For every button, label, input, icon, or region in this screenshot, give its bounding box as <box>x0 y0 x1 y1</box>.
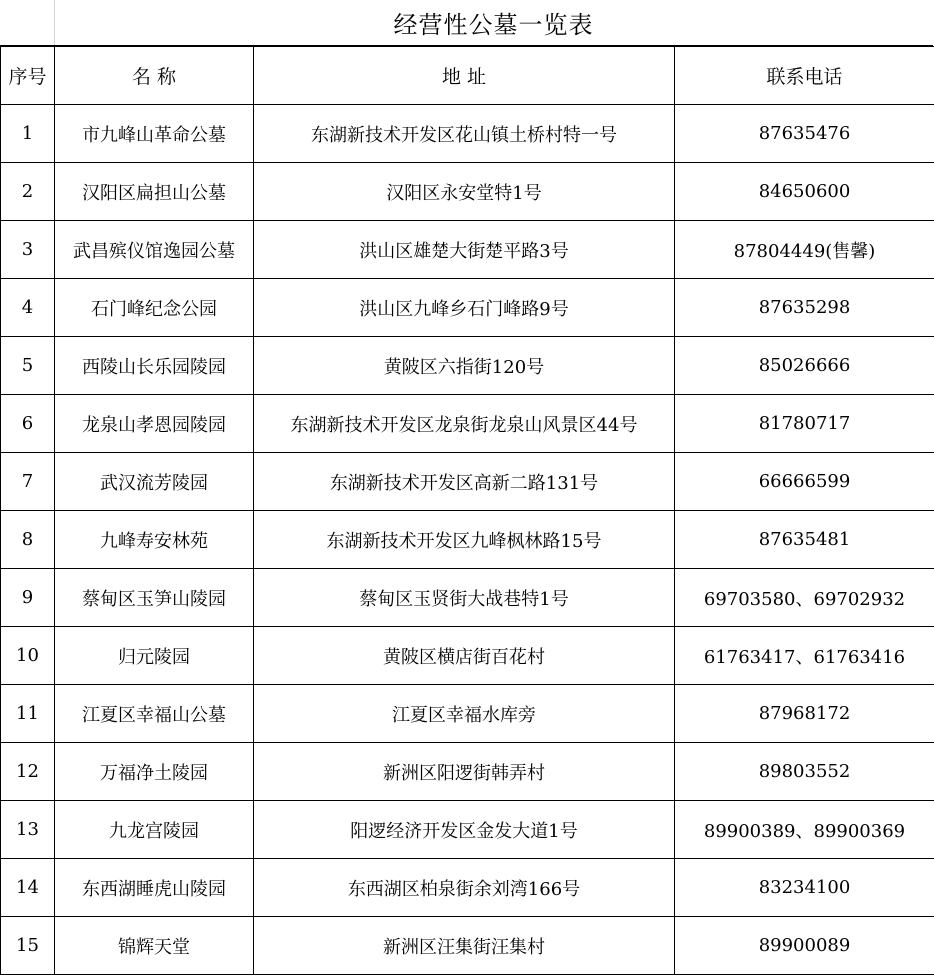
cell-phone: 89900089 <box>675 917 934 975</box>
cell-name: 九龙宫陵园 <box>55 801 254 859</box>
table-row <box>1 569 934 627</box>
cell-no: 15 <box>1 917 55 975</box>
cell-address: 新洲区汪集街汪集村 <box>254 917 675 975</box>
header-phone: 联系电话 <box>675 47 934 105</box>
cell-address: 东湖新技术开发区高新二路131号 <box>254 453 675 511</box>
cell-no: 14 <box>1 859 55 917</box>
cell-name: 万福净土陵园 <box>55 743 254 801</box>
cell-phone: 87635481 <box>675 511 934 569</box>
cell-name: 市九峰山革命公墓 <box>55 105 254 163</box>
cell-name: 东西湖睡虎山陵园 <box>55 859 254 917</box>
table-row <box>1 453 934 511</box>
cell-address: 东湖新技术开发区花山镇土桥村特一号 <box>254 105 675 163</box>
table-row <box>1 395 934 453</box>
cell-no: 12 <box>1 743 55 801</box>
cell-name: 江夏区幸福山公墓 <box>55 685 254 743</box>
cell-no: 4 <box>1 279 55 337</box>
cell-no: 2 <box>1 163 55 221</box>
cell-name: 武昌殡仪馆逸园公墓 <box>55 221 254 279</box>
table-row <box>1 801 934 859</box>
cell-phone: 89803552 <box>675 743 934 801</box>
cell-no: 6 <box>1 395 55 453</box>
cell-name: 归元陵园 <box>55 627 254 685</box>
table-row <box>1 337 934 395</box>
cell-phone: 61763417、61763416 <box>675 627 934 685</box>
cell-name: 蔡甸区玉笋山陵园 <box>55 569 254 627</box>
cell-address: 黄陂区六指街120号 <box>254 337 675 395</box>
cell-no: 1 <box>1 105 55 163</box>
table-row <box>1 279 934 337</box>
cell-no: 7 <box>1 453 55 511</box>
cell-name: 武汉流芳陵园 <box>55 453 254 511</box>
table-title: 经营性公墓一览表 <box>54 0 933 46</box>
table-row <box>1 163 934 221</box>
cell-no: 10 <box>1 627 55 685</box>
cell-address: 蔡甸区玉贤街大战巷特1号 <box>254 569 675 627</box>
cell-phone: 66666599 <box>675 453 934 511</box>
table-row <box>1 685 934 743</box>
cell-no: 3 <box>1 221 55 279</box>
cell-address: 东西湖区柏泉街余刘湾166号 <box>254 859 675 917</box>
table-row <box>1 743 934 801</box>
cell-name: 汉阳区扁担山公墓 <box>55 163 254 221</box>
cell-no: 5 <box>1 337 55 395</box>
cell-phone: 87635298 <box>675 279 934 337</box>
cell-phone: 69703580、69702932 <box>675 569 934 627</box>
cell-no: 11 <box>1 685 55 743</box>
table-row <box>1 859 934 917</box>
cell-no: 13 <box>1 801 55 859</box>
cell-address: 东湖新技术开发区龙泉街龙泉山风景区44号 <box>254 395 675 453</box>
cell-phone: 81780717 <box>675 395 934 453</box>
cell-address: 洪山区九峰乡石门峰路9号 <box>254 279 675 337</box>
title-gutter-cell <box>0 0 55 46</box>
cell-phone: 89900389、89900369 <box>675 801 934 859</box>
table-row <box>1 627 934 685</box>
cell-phone: 87968172 <box>675 685 934 743</box>
cell-no: 8 <box>1 511 55 569</box>
cell-address: 东湖新技术开发区九峰枫林路15号 <box>254 511 675 569</box>
cell-phone: 83234100 <box>675 859 934 917</box>
header-name: 名 称 <box>55 47 254 105</box>
table-row <box>1 221 934 279</box>
cemetery-table <box>0 46 934 975</box>
table-row <box>1 511 934 569</box>
cell-no: 9 <box>1 569 55 627</box>
cell-name: 锦辉天堂 <box>55 917 254 975</box>
header-row <box>1 47 934 105</box>
table-row <box>1 105 934 163</box>
cell-address: 江夏区幸福水库旁 <box>254 685 675 743</box>
cell-address: 黄陂区横店街百花村 <box>254 627 675 685</box>
cell-phone: 87635476 <box>675 105 934 163</box>
cell-name: 石门峰纪念公园 <box>55 279 254 337</box>
cell-phone: 87804449(售馨) <box>675 221 934 279</box>
header-no: 序号 <box>1 47 55 105</box>
cell-name: 九峰寿安林苑 <box>55 511 254 569</box>
header-address: 地 址 <box>254 47 675 105</box>
cell-address: 洪山区雄楚大街楚平路3号 <box>254 221 675 279</box>
cell-name: 龙泉山孝恩园陵园 <box>55 395 254 453</box>
cell-name: 西陵山长乐园陵园 <box>55 337 254 395</box>
table-row <box>1 917 934 975</box>
cell-address: 阳逻经济开发区金发大道1号 <box>254 801 675 859</box>
cell-address: 汉阳区永安堂特1号 <box>254 163 675 221</box>
cell-phone: 84650600 <box>675 163 934 221</box>
cell-address: 新洲区阳逻街韩弄村 <box>254 743 675 801</box>
cell-phone: 85026666 <box>675 337 934 395</box>
